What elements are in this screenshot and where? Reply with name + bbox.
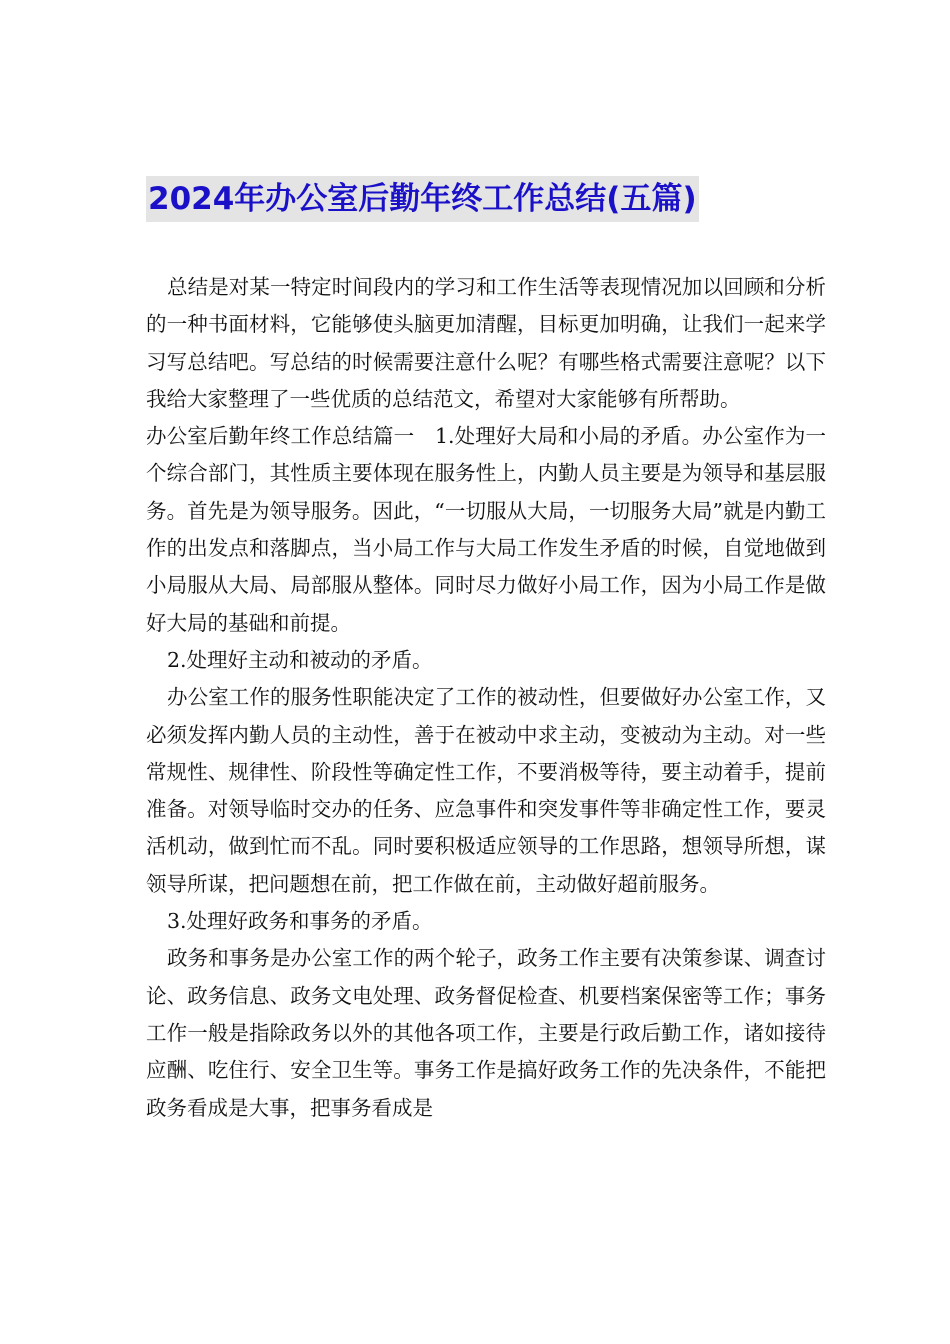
- subheading-two: 2.处理好主动和被动的矛盾。: [167, 647, 433, 672]
- paragraph-three: 政务和事务是办公室工作的两个轮子，政务工作主要有决策参谋、调查讨论、政务信息、政务文电处理、政务督促检查、机要档案保密等工作；事务工作一般是指除政务以外的其他各项工作，主要是行政后勤工作，诸如接待应酬、吃住行、安全卫生等。事务工作是搞好政务工作的先决条件，不能把政务看成是大事，把事务看成是: [146, 946, 826, 1120]
- paragraph-two: 办公室工作的服务性职能决定了工作的被动性，但要做好办公室工作，又必须发挥内勤人员的主动性，善于在被动中求主动，变被动为主动。对一些常规性、规律性、阶段性等确定性工作，不要消极等待，要主动着手，提前准备。对领导临时交办的任务、应急事件和突发事件等非确定性工作，要灵活机动，做到忙而不乱。同时要积极适应领导的工作思路，想领导所想，谋领导所谋，把问题想在前，把工作做在前，主动做好超前服务。: [146, 685, 826, 896]
- document-title: 2024年办公室后勤年终工作总结(五篇): [146, 176, 699, 222]
- document-body: [146, 269, 826, 1127]
- subheading-three: 3.处理好政务和事务的矛盾。: [167, 909, 433, 934]
- intro-paragraph: 总结是对某一特定时间段内的学习和工作生活等表现情况加以回顾和分析的一种书面材料，它能够使头脑更加清醒，目标更加明确，让我们一起来学习写总结吧。写总结的时候需要注意什么呢？有哪些格式需要注意呢？以下我给大家整理了一些优质的总结范文，希望对大家能够有所帮助。: [146, 275, 826, 411]
- section-one-paragraph: 办公室后勤年终工作总结篇一 1.处理好大局和小局的矛盾。办公室作为一个综合部门，其性质主要体现在服务性上，内勤人员主要是为领导和基层服务。首先是为领导服务。因此，“一切服从大局，一切服务大局”就是内勤工作的出发点和落脚点，当小局工作与大局工作发生矛盾的时候，自觉地做到小局服从大局、局部服从整体。同时尽力做好小局工作，因为小局工作是做好大局的基础和前提。: [146, 424, 826, 635]
